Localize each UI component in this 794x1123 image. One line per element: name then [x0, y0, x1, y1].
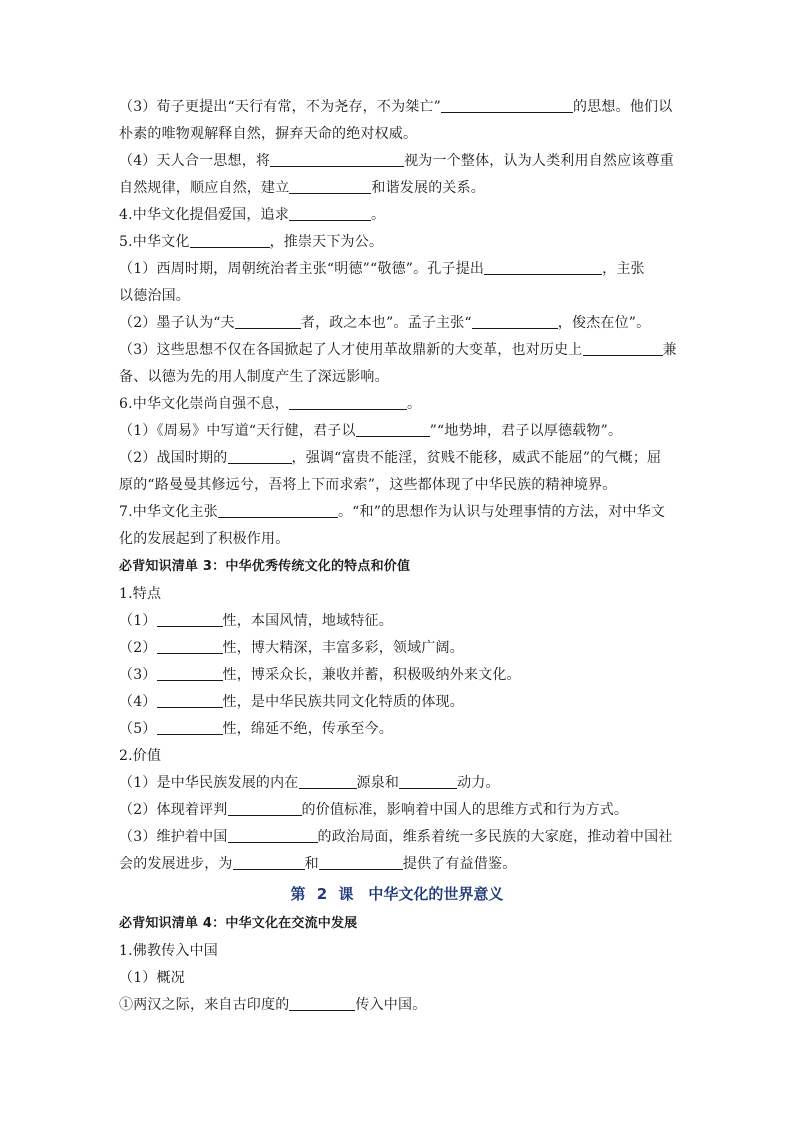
fill-blank[interactable]: [289, 395, 407, 410]
text: （2）墨子认为“夫: [119, 315, 235, 331]
section-heading: 必背知识清单 4：中华文化在交流中发展: [119, 916, 358, 931]
text-line: [119, 692, 679, 712]
text: ”“地势坤，君子以厚德载物”。: [429, 423, 623, 439]
text: （5）: [119, 721, 157, 737]
text: （2）战国时期的: [119, 450, 228, 466]
fill-blank[interactable]: [356, 422, 430, 437]
text: 性，博大精深，丰富多彩，领域广阔。: [222, 640, 464, 656]
text: 原的“路曼曼其修远兮，吾将上下而求索”，这些都体现了中华民族的精神境界。: [119, 477, 617, 493]
text: ，强调“富贵不能淫，贫贱不能移，威武不能屈”的气概；屈: [291, 450, 662, 466]
text: 的政治局面，维系着统一多民族的大家庭，推动着中国社: [317, 829, 673, 845]
lesson-title: 第 2 课 中华文化的世界意义: [290, 885, 504, 903]
text: 化的发展起到了积极作用。: [119, 531, 290, 547]
text: ，主张: [602, 261, 645, 277]
text: 的价值标准，影响着中国人的思维方式和行为方式。: [301, 802, 629, 818]
fill-blank[interactable]: [289, 996, 355, 1011]
fill-blank[interactable]: [399, 774, 457, 789]
text: 自然规律，顺应自然，建立: [119, 180, 290, 196]
text: 性，是中华民族共同文化特质的体现。: [222, 694, 464, 710]
text: 动力。: [457, 775, 500, 791]
fill-blank[interactable]: [228, 449, 292, 464]
fill-blank[interactable]: [270, 152, 404, 167]
text: （1）西周时期，周朝统治者主张“明德”“敬德”。孔子提出: [119, 261, 485, 277]
text: （1）《周易》中写道“天行健，君子以: [119, 423, 356, 439]
text-line: [119, 941, 679, 961]
text: （4）天人合一思想，将: [119, 153, 271, 169]
text: 。“和”的思想作为认识与处理事情的方法，对中华文: [337, 504, 666, 520]
text: ，俊杰在位”。: [557, 315, 651, 331]
text: 1.佛教传入中国: [119, 943, 218, 959]
text-line: [119, 394, 679, 414]
section-heading: 必背知识清单 3：中华优秀传统文化的特点和价值: [119, 559, 411, 574]
fill-blank[interactable]: [190, 233, 270, 248]
fill-blank[interactable]: [441, 98, 573, 113]
text-line: [119, 611, 679, 631]
text: ①两汉之际，来自古印度的: [119, 997, 290, 1013]
text-line: [119, 529, 679, 549]
text-line: [119, 151, 679, 171]
fill-blank[interactable]: [299, 774, 357, 789]
text: 源泉和: [356, 775, 400, 791]
fill-blank[interactable]: [235, 314, 301, 329]
text: 会的发展进步，为: [119, 856, 233, 872]
text: （1）概况: [119, 970, 185, 986]
text: （1）: [119, 613, 157, 629]
text: 性，博采众长，兼收并蓄，积极吸纳外来文化。: [222, 667, 521, 683]
fill-blank[interactable]: [228, 828, 318, 843]
fill-blank[interactable]: [289, 179, 371, 194]
text-line: [119, 827, 679, 847]
fill-blank[interactable]: [157, 720, 223, 735]
text-line: [119, 502, 679, 522]
text: （1）是中华民族发展的内在: [119, 775, 299, 791]
text: 6.中华文化崇尚自强不息，: [119, 396, 289, 412]
text-line: [119, 448, 679, 468]
fill-blank[interactable]: [157, 693, 223, 708]
text-line: [119, 719, 679, 739]
text-line: [119, 232, 679, 252]
text: 性，绵延不绝，传承至今。: [222, 721, 393, 737]
text-line: [119, 205, 679, 225]
text: 的思想。他们以: [573, 99, 673, 115]
text-line: [119, 968, 679, 988]
text: （2）: [119, 640, 157, 656]
fill-blank[interactable]: [319, 855, 403, 870]
text: 和谐发展的关系。: [371, 180, 486, 196]
text: 。: [406, 396, 422, 412]
text: （4）: [119, 694, 157, 710]
text: ，推崇天下为公。: [269, 234, 384, 250]
text: （3）这些思想不仅在各国掀起了人才使用革故鼎新的大变革，也对历史上: [119, 342, 583, 358]
text-line: [119, 854, 679, 874]
text: （2）体现着评判: [119, 802, 228, 818]
text: 传入中国。: [355, 997, 427, 1013]
text: 视为一个整体，认为人类利用自然应该尊重: [404, 153, 674, 169]
text: 。: [370, 207, 386, 223]
text-line: [119, 584, 679, 604]
text-line: [119, 97, 679, 117]
text-line: [119, 800, 679, 820]
text: 7.中华文化主张: [119, 504, 218, 520]
text: 者，政之本也”。孟子主张“: [300, 315, 472, 331]
text: 4.中华文化提倡爱国，追求: [119, 207, 289, 223]
fill-blank[interactable]: [157, 639, 223, 654]
text: 和: [304, 856, 319, 872]
text: （3）荀子更提出“天行有常，不为尧存，不为桀亡”: [119, 99, 442, 115]
text: 5.中华文化: [119, 234, 190, 250]
text-line: [119, 340, 679, 360]
fill-blank[interactable]: [472, 314, 558, 329]
text: 性，本国风情，地域特征。: [222, 613, 393, 629]
text-line: [119, 421, 679, 441]
text: 2.价值: [119, 748, 162, 764]
text-line: [119, 367, 679, 387]
fill-blank[interactable]: [228, 801, 302, 816]
text-line: [119, 475, 679, 495]
text-line: [119, 746, 679, 766]
text-line: [119, 665, 679, 685]
text-line: [119, 995, 679, 1015]
text: （3）: [119, 667, 157, 683]
text-line: [119, 259, 679, 279]
text: 兼: [662, 342, 677, 358]
text: 以德治国。: [119, 288, 190, 304]
text: 提供了有益借鉴。: [402, 856, 517, 872]
fill-blank[interactable]: [157, 612, 223, 627]
fill-blank[interactable]: [289, 206, 371, 221]
fill-blank[interactable]: [233, 855, 305, 870]
text-line: [119, 773, 679, 793]
text: 1.特点: [119, 586, 162, 602]
text-line: [119, 638, 679, 658]
fill-blank[interactable]: [484, 260, 602, 275]
text: （3）维护着中国: [119, 829, 228, 845]
text: 朴素的唯物观解释自然，摒弃天命的绝对权威。: [119, 126, 418, 142]
text-line: [119, 286, 679, 306]
text-line: [119, 313, 679, 333]
text-line: [119, 178, 679, 198]
fill-blank[interactable]: [583, 341, 663, 356]
text-line: [119, 124, 679, 144]
fill-blank[interactable]: [218, 503, 338, 518]
fill-blank[interactable]: [157, 666, 223, 681]
text: 备、以德为先的用人制度产生了深远影响。: [119, 369, 389, 385]
